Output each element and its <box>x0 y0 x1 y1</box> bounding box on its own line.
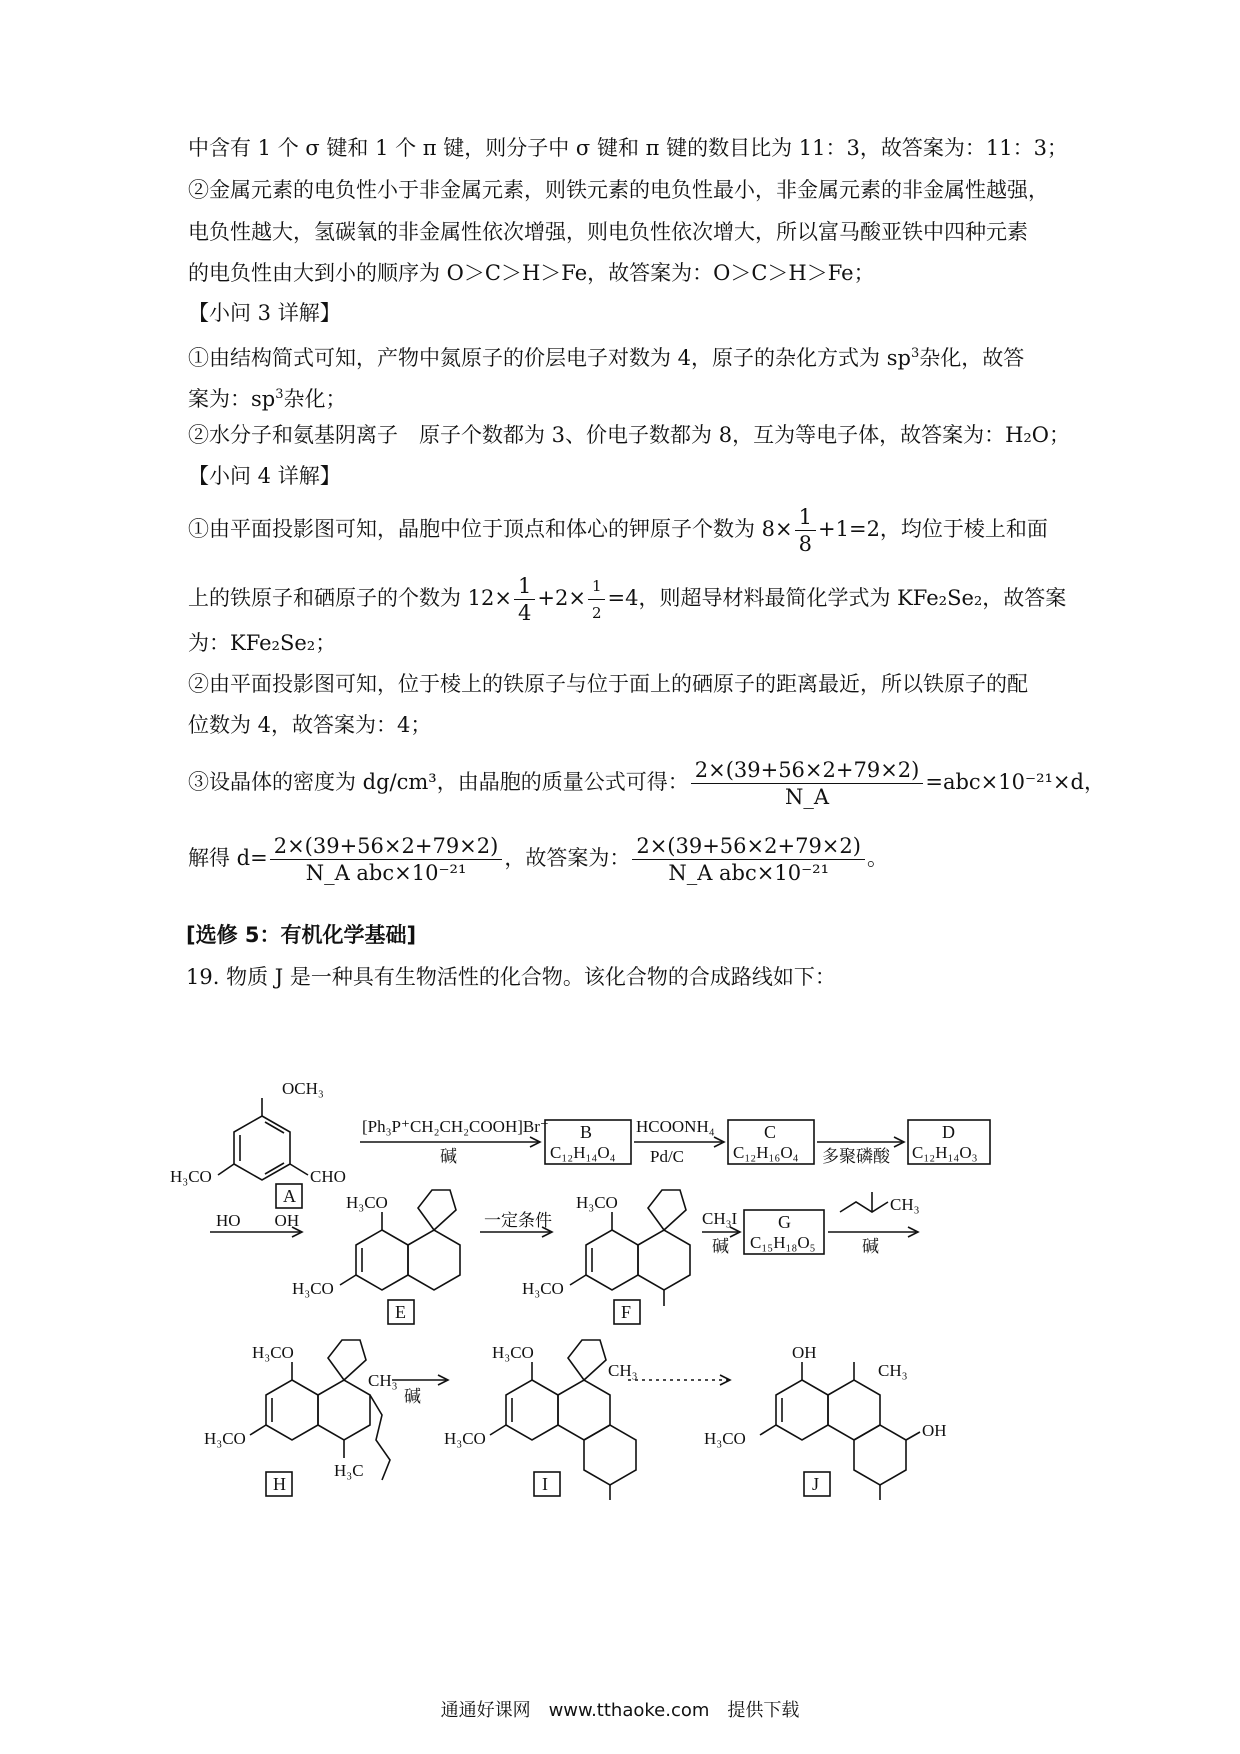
numerator: 1 <box>588 573 606 600</box>
paragraph <box>188 757 1105 810</box>
denominator: N_A <box>785 785 830 809</box>
text-run: ①由平面投影图可知，晶胞中位于顶点和体心的钾原子个数为 8× <box>188 517 793 541</box>
fraction <box>691 757 924 810</box>
denominator: N_A abc×10⁻²¹ <box>668 861 829 885</box>
page-footer: 通通好课网 www.tthaoke.com 提供下载 <box>440 1700 800 1721</box>
benzene-ring-A <box>234 1116 290 1180</box>
condition-label: 碱 <box>440 1147 457 1166</box>
substituent-label: H₃CO <box>170 1167 212 1186</box>
paragraph: 电负性越大，氢碳氧的非金属性依次增强，则电负性依次增大，所以富马酸亚铁中四种元素 <box>188 220 1028 244</box>
fraction <box>795 504 816 557</box>
condition-label: Pd/C <box>650 1147 685 1166</box>
paragraph <box>188 504 1048 557</box>
text-run: +2× <box>537 586 586 610</box>
numerator: 1 <box>514 573 535 600</box>
substituent-label: CH₃ <box>608 1361 638 1380</box>
text-run: 。 <box>866 846 888 870</box>
question-text: 19. 物质 J 是一种具有生物活性的化合物。该化合物的合成路线如下： <box>186 965 836 989</box>
paragraph <box>188 380 347 414</box>
fraction <box>588 573 606 626</box>
substituent-label: CHO <box>310 1167 346 1186</box>
paragraph: ②由平面投影图可知，位于棱上的铁原子与位于面上的硒原子的距离最近，所以铁原子的配 <box>188 672 1028 696</box>
compound-label-H: H <box>273 1474 286 1494</box>
condition-label: 多聚磷酸 <box>822 1147 890 1166</box>
fraction <box>632 833 865 886</box>
paragraph <box>188 833 888 886</box>
compound-label-E: E <box>395 1302 406 1322</box>
synthesis-scheme <box>150 1080 1090 1620</box>
paragraph: ②金属元素的电负性小于非金属元素，则铁元素的电负性最小，非金属元素的非金属性越强， <box>188 178 1049 202</box>
formula-label: C₁₂H₁₄O₄ <box>550 1143 616 1162</box>
numerator: 2×(39+56×2+79×2) <box>691 757 924 784</box>
substituent-label: OH <box>922 1421 947 1440</box>
subsection-heading: 【小问 4 详解】 <box>188 464 341 488</box>
compound-label-F: F <box>621 1302 632 1322</box>
denominator: N_A abc×10⁻²¹ <box>305 861 467 885</box>
benzene-ring-E <box>356 1230 408 1290</box>
text-run: 上的铁原子和硒原子的个数为 12× <box>188 586 512 610</box>
paragraph: 位数为 4，故答案为：4； <box>188 713 432 737</box>
substituent-label: H₃CO <box>204 1429 246 1448</box>
text-run: =4，则超导材料最简化学式为 KFe₂Se₂，故答案 <box>607 586 1067 610</box>
condition-label: 碱 <box>862 1237 879 1256</box>
substituent-label: CH₃ <box>878 1361 908 1380</box>
text-run: ①由结构简式可知，产物中氮原子的价层电子对数为 4，原子的杂化方式为 sp <box>188 346 911 370</box>
dioxolane-ring-F <box>648 1190 686 1230</box>
text-run: 案为：sp <box>188 387 276 411</box>
numerator: 2×(39+56×2+79×2) <box>270 833 503 860</box>
reagent-label: HCOONH₄ <box>636 1117 715 1136</box>
substituent-label: H₃CO <box>444 1429 486 1448</box>
subsection-heading: 【小问 3 详解】 <box>188 301 341 325</box>
substituent-label: OCH₃ <box>282 1080 324 1098</box>
benzene-ring-I <box>506 1380 558 1440</box>
compound-label-B: B <box>580 1122 593 1142</box>
compound-label-A: A <box>283 1186 296 1206</box>
denominator: 4 <box>518 601 532 625</box>
substituent-label: H₃CO <box>704 1429 746 1448</box>
formula-label: C₁₂H₁₄O₃ <box>912 1143 978 1162</box>
substituent-label: OH <box>792 1343 817 1362</box>
numerator: 2×(39+56×2+79×2) <box>632 833 865 860</box>
denominator: 2 <box>591 604 602 622</box>
text-run: ，故答案为： <box>504 846 631 870</box>
paragraph: 中含有 1 个 σ 键和 1 个 π 键，则分子中 σ 键和 π 键的数目比为 11：3，故答案为：11：3； <box>188 136 1068 160</box>
numerator: 1 <box>795 504 816 531</box>
substituent-label: H₃CO <box>576 1193 618 1212</box>
paragraph <box>188 573 1066 626</box>
substituent-label: CH₃ <box>368 1371 398 1390</box>
substituent-label: H₃CO <box>292 1279 334 1298</box>
dioxolane-ring-E <box>418 1190 456 1230</box>
benzene-ring-F <box>586 1230 638 1290</box>
formula-label: C₁₅H₁₈O₅ <box>750 1233 816 1252</box>
dioxolane-ring-I <box>568 1340 606 1380</box>
substituent-label: H₃CO <box>522 1279 564 1298</box>
benzene-ring-J <box>776 1380 828 1440</box>
text-run: ③设晶体的密度为 dg/cm³，由晶胞的质量公式可得： <box>188 770 689 794</box>
reagent-label: CH₃I <box>702 1209 738 1228</box>
fraction <box>270 833 503 886</box>
formula-label: C₁₂H₁₆O₄ <box>733 1143 799 1162</box>
text-run: 杂化，故答 <box>919 346 1025 370</box>
substituent-label: H₃CO <box>346 1193 388 1212</box>
text-run: 杂化； <box>283 387 347 411</box>
compound-label-I: I <box>542 1474 548 1494</box>
denominator: 8 <box>798 532 813 556</box>
superscript: 3 <box>275 387 284 402</box>
paragraph: 为：KFe₂Se₂； <box>188 631 337 655</box>
section-heading: [选修 5：有机化学基础] <box>186 923 417 947</box>
text-run: +1=2，均位于棱上和面 <box>818 517 1048 541</box>
reagent-label: [Ph₃P⁺CH₂CH₂COOH]Br⁻ <box>362 1117 549 1136</box>
substituent-label: H₃CO <box>492 1343 534 1362</box>
condition-label: 一定条件 <box>484 1211 552 1230</box>
condition-label: 碱 <box>404 1387 421 1406</box>
text-run: =abc×10⁻²¹×d， <box>925 770 1105 794</box>
paragraph: ②水分子和氨基阴离子 原子个数都为 3、价电子数都为 8，互为等电子体，故答案为：H₂O； <box>188 423 1071 447</box>
substituent-label: H₃CO <box>252 1343 294 1362</box>
fraction <box>514 573 535 626</box>
condition-label: 碱 <box>712 1237 729 1256</box>
dioxolane-ring-H <box>328 1340 366 1380</box>
substituent-label: H₃C <box>334 1461 364 1480</box>
reagent-label: HO OH <box>216 1211 300 1230</box>
superscript: 3 <box>910 346 920 361</box>
compound-label-J: J <box>812 1474 820 1494</box>
compound-label-C: C <box>764 1122 777 1142</box>
compound-label-D: D <box>942 1122 955 1142</box>
paragraph: 的电负性由大到小的顺序为 O＞C＞H＞Fe，故答案为：O＞C＞H＞Fe； <box>188 261 875 285</box>
benzene-ring-H <box>266 1380 318 1440</box>
reagent-label: CH₃ <box>890 1195 920 1214</box>
compound-label-G: G <box>778 1212 791 1232</box>
text-run: 解得 d= <box>188 846 268 870</box>
paragraph <box>188 339 1024 373</box>
